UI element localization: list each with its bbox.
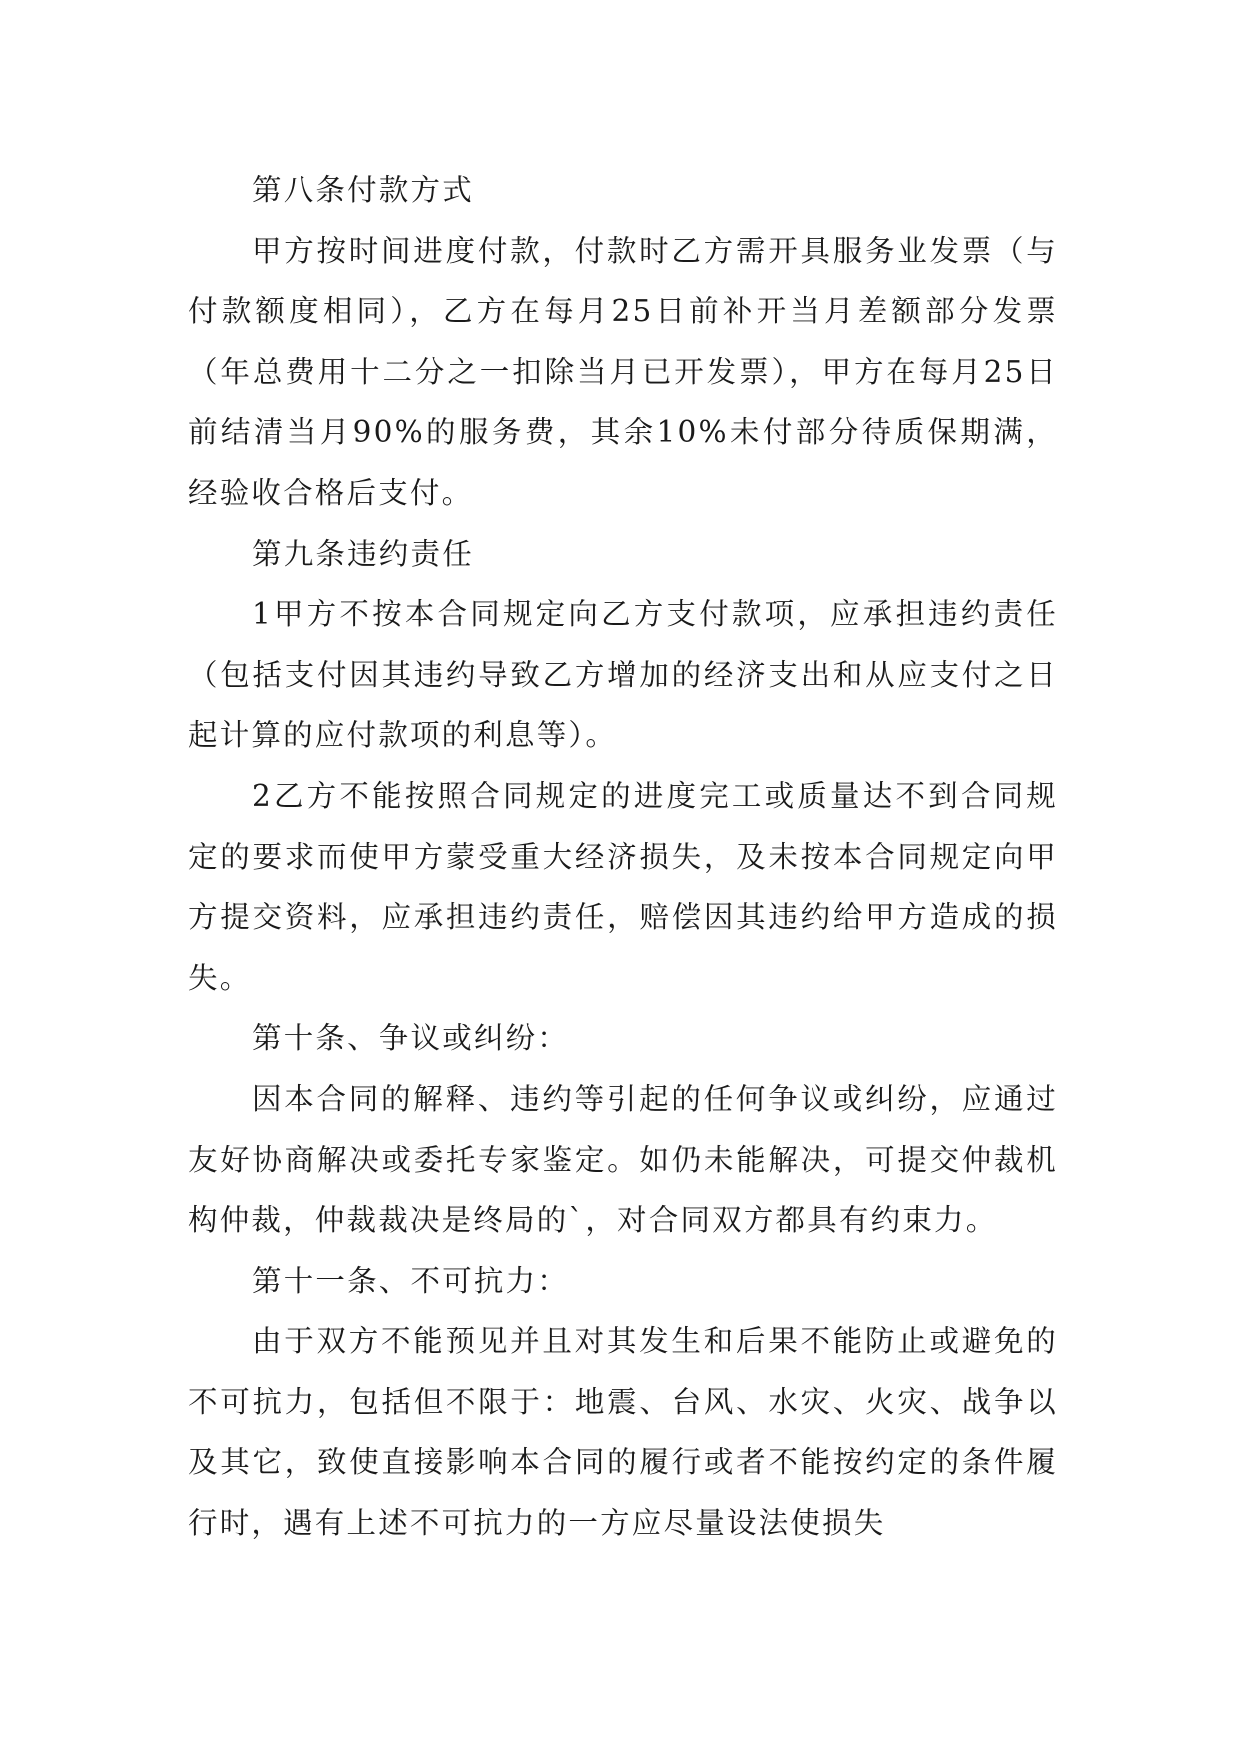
section-9-heading: 第九条违约责任: [252, 536, 474, 571]
section-8-heading: 第八条付款方式: [252, 173, 474, 207]
section-9-clause-2-paragraph: 2乙方不能按照合同规定的进度完工或质量达不到合同规定的要求而使甲方蒙受重大经济损失，及未按本合同规定向甲方提交资料，应承担违约责任，赔偿因其违约给甲方造成的损失。: [188, 778, 1058, 995]
section-8-payment-paragraph: 甲方按时间进度付款，付款时乙方需开具服务业发票（与付款额度相同），乙方在每月25日前补开当月差额部分发票（年总费用十二分之一扣除当月已开发票），甲方在每月25日前结清当月90%的服务费，其余10%未付部分待质保期满，经验收合格后支付。: [188, 233, 1058, 510]
section-10-heading: 第十条、争议或纠纷：: [252, 1021, 570, 1056]
document-body: [188, 160, 1058, 1554]
section-10-dispute-paragraph: 因本合同的解释、违约等引起的任何争议或纠纷，应通过友好协商解决或委托专家鉴定。如仍未能解决，可提交仲裁机构仲裁，仲裁裁决是终局的`，对合同双方都具有约束力。: [188, 1081, 1058, 1238]
section-11-force-majeure-paragraph: 由于双方不能预见并且对其发生和后果不能防止或避免的不可抗力，包括但不限于：地震、台风、水灾、火灾、战争以及其它，致使直接影响本合同的履行或者不能按约定的条件履行时，遇有上述不可抗力的一方应尽量设法使损失: [188, 1324, 1058, 1541]
section-9-clause-1-paragraph: 1甲方不按本合同规定向乙方支付款项，应承担违约责任（包括支付因其违约导致乙方增加的经济支出和从应支付之日起计算的应付款项的利息等）。: [188, 597, 1058, 753]
section-11-heading: 第十一条、不可抗力：: [252, 1263, 570, 1298]
